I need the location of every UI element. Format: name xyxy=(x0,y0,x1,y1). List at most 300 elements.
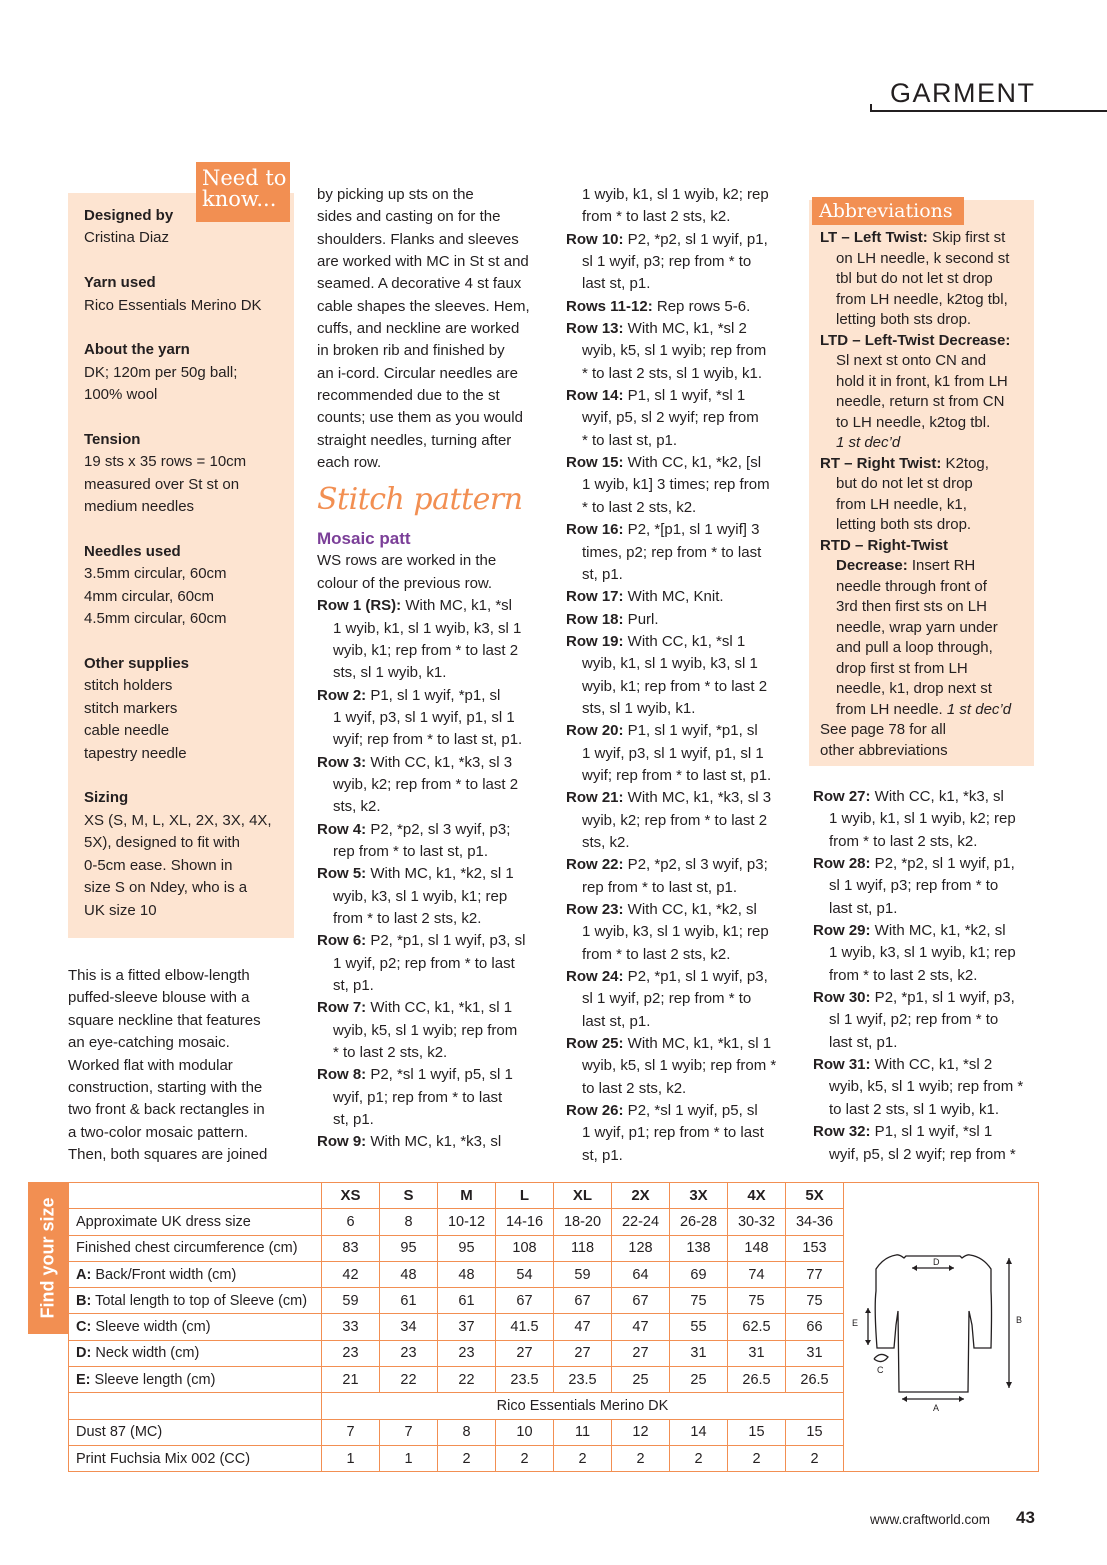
abbr-line xyxy=(820,351,1032,372)
row-text: 1 wyib, k3, sl 1 wyib, k1; rep xyxy=(829,944,1016,962)
abbr-line xyxy=(820,372,1032,393)
row-text: P2, *sl 1 wyif, p5, sl 1 xyxy=(366,1066,513,1084)
intro-line: square neckline that features xyxy=(68,1011,261,1029)
abbr-text: from LH needle, k2tog tbl, xyxy=(836,290,1008,308)
size-row-text: Sleeve width (cm) xyxy=(91,1319,211,1336)
size-cell: 55 xyxy=(670,1314,728,1340)
info-line: medium needles xyxy=(84,498,195,516)
info-block xyxy=(84,787,289,921)
row-text: With CC, k1, *k2, [sl xyxy=(623,454,762,472)
size-cell: 31 xyxy=(728,1340,786,1366)
row-text: to last 2 sts, sl 1 wyib, k1. xyxy=(829,1100,1000,1118)
row-text: st, p1. xyxy=(582,1146,623,1164)
row-instruction-line xyxy=(813,831,1048,853)
size-cell: 37 xyxy=(438,1314,496,1340)
row-instruction-line xyxy=(566,318,801,340)
row-text: Purl. xyxy=(623,610,659,628)
size-cell: 26.5 xyxy=(786,1367,844,1393)
abbr-line xyxy=(820,556,1032,577)
row-instruction-line xyxy=(317,595,552,617)
size-row-prefix: B: xyxy=(76,1292,92,1309)
yarn-row-label: Dust 87 (MC) xyxy=(69,1419,322,1445)
intro-line: Then, both squares are joined xyxy=(68,1146,268,1164)
row-text: 1 wyif, p2; rep from * to last xyxy=(333,954,515,972)
garment-diagram xyxy=(844,1182,1039,1472)
row-instruction-line xyxy=(566,653,801,675)
row-text: last st, p1. xyxy=(829,1033,898,1051)
row-instruction-line xyxy=(566,452,801,474)
yarn-cell: 1 xyxy=(322,1445,380,1471)
row-instruction-line xyxy=(813,808,1048,830)
row-label: Row 30: xyxy=(813,989,871,1007)
row-instruction-line xyxy=(566,832,801,854)
row-text: wyib, k2; rep from * to last 2 xyxy=(333,775,519,793)
row-label: Row 14: xyxy=(566,387,624,405)
abbr-line xyxy=(820,597,1032,618)
row-instruction-line xyxy=(566,184,801,206)
abbr-line xyxy=(820,392,1032,413)
abbr-text: needle through front of xyxy=(836,577,987,595)
row-text: 1 wyib, k1, sl 1 wyib, k2; rep xyxy=(582,186,769,203)
diagram-label-e: E xyxy=(852,1318,859,1328)
row-instruction-line xyxy=(813,1032,1048,1054)
pattern-column-2 xyxy=(317,184,552,1154)
size-cell: 23 xyxy=(438,1340,496,1366)
row-text: st, p1. xyxy=(582,565,623,583)
diagram-label-d: D xyxy=(933,1257,940,1267)
yarn-cell: 2 xyxy=(438,1445,496,1471)
row-text: from * to last 2 sts, k2. xyxy=(582,208,731,226)
abbr-term: LT – Left Twist: xyxy=(820,229,928,246)
row-label: Row 24: xyxy=(566,968,624,986)
size-cell: 14-16 xyxy=(496,1209,554,1235)
row-label: Row 6: xyxy=(317,932,367,950)
row-text: st, p1. xyxy=(333,977,374,994)
need-to-know-tag-line-2: know... xyxy=(202,187,277,211)
row-text: P2, *p2, sl 3 wyif, p3; xyxy=(366,820,511,838)
yarn-heading-row xyxy=(69,1393,844,1419)
construction-line: counts; use them as you would xyxy=(317,409,523,427)
row-text: wyib, k1; rep from * to last 2 xyxy=(582,677,768,695)
section-label-text: GARMENT xyxy=(890,78,1036,108)
size-cell: 21 xyxy=(322,1367,380,1393)
row-instruction-line xyxy=(566,273,801,295)
row-instruction-line xyxy=(566,519,801,541)
intro-line: an eye-catching mosaic. xyxy=(68,1034,230,1052)
row-label: Row 17: xyxy=(566,588,624,606)
row-text: P1, sl 1 wyif, *p1, sl xyxy=(366,686,501,704)
row-text: P1, sl 1 wyif, *p1, sl xyxy=(623,722,758,740)
abbr-line xyxy=(820,269,1032,290)
info-line: stitch markers xyxy=(84,699,178,717)
row-label: Row 23: xyxy=(566,901,624,918)
row-text: sl 1 wyif, p3; rep from * to xyxy=(829,877,999,895)
row-text: With MC, k1, *sl 2 xyxy=(623,320,747,338)
row-label: Row 22: xyxy=(566,856,624,874)
row-instruction-line xyxy=(566,251,801,273)
abbr-text: needle, wrap yarn under xyxy=(836,618,998,636)
yarn-cell: 15 xyxy=(728,1419,786,1445)
row-instruction-line xyxy=(566,921,801,943)
intro-line: puffed-sleeve blouse with a xyxy=(68,989,250,1007)
abbr-line xyxy=(820,413,1032,434)
info-heading: Tension xyxy=(84,431,141,449)
abbr-text: but do not let st drop xyxy=(836,475,973,492)
intro-line: two front & back rectangles in xyxy=(68,1101,265,1119)
size-cell: 48 xyxy=(438,1261,496,1287)
info-block xyxy=(84,429,289,519)
size-header: XS xyxy=(322,1183,380,1209)
row-text: last st, p1. xyxy=(829,899,898,917)
size-cell: 48 xyxy=(380,1261,438,1287)
row-text: from * to last 2 sts, k2. xyxy=(829,832,978,850)
info-line: tapestry needle xyxy=(84,744,187,762)
row-instruction-line xyxy=(813,1144,1048,1166)
size-row-text: Approximate UK dress size xyxy=(76,1213,251,1230)
size-row-label xyxy=(69,1209,322,1235)
mosaic-intro xyxy=(317,550,552,595)
row-instruction-line xyxy=(317,1087,552,1109)
row-text: wyib, k5, sl 1 wyib; rep from * xyxy=(582,1057,777,1075)
construction-line: in broken rib and finished by xyxy=(317,342,505,360)
info-line: 19 sts x 35 rows = 10cm xyxy=(84,453,247,471)
abbr-term-line xyxy=(820,228,1032,249)
abbr-text: needle, k1, drop next st xyxy=(836,680,992,697)
size-header: M xyxy=(438,1183,496,1209)
row-instruction-line xyxy=(813,965,1048,987)
row-instruction-line xyxy=(813,853,1048,875)
info-heading: Needles used xyxy=(84,543,181,561)
rows-list-col4 xyxy=(813,786,1048,1166)
find-your-size-text: Find your size xyxy=(37,1197,58,1319)
yarn-cell: 8 xyxy=(438,1419,496,1445)
size-cell: 61 xyxy=(380,1288,438,1314)
row-instruction-line xyxy=(317,1042,552,1064)
row-label: Row 5: xyxy=(317,865,367,883)
construction-text xyxy=(317,184,552,474)
row-text: With MC, k1, *k2, sl 1 xyxy=(366,865,514,883)
row-text: wyib, k5, sl 1 wyib; rep from xyxy=(333,1021,518,1039)
row-instruction-line xyxy=(813,987,1048,1009)
row-text: With CC, k1, *k3, sl xyxy=(870,788,1004,805)
size-row xyxy=(69,1314,844,1340)
row-text: wyib, k1; rep from * to last 2 xyxy=(333,641,519,659)
abbr-line xyxy=(820,310,1032,331)
row-text: With CC, k1, *sl 2 xyxy=(870,1056,993,1074)
yarn-cell: 2 xyxy=(554,1445,612,1471)
row-text: sts, k2. xyxy=(333,798,381,816)
size-row-label xyxy=(69,1340,322,1366)
abbr-text: and pull a loop through, xyxy=(836,639,993,656)
size-cell: 75 xyxy=(670,1288,728,1314)
abbr-term: RTD – Right-Twist xyxy=(820,536,949,554)
size-cell: 67 xyxy=(612,1288,670,1314)
footer-url[interactable]: www.craftworld.com xyxy=(870,1512,991,1527)
intro-line: construction, starting with the xyxy=(68,1079,263,1097)
row-label: Row 9: xyxy=(317,1133,367,1151)
row-label: Row 4: xyxy=(317,820,367,838)
abbr-italic: 1 st dec’d xyxy=(946,700,1012,718)
row-instruction-line xyxy=(566,206,801,228)
size-row-text: Total length to top of Sleeve (cm) xyxy=(91,1292,308,1309)
info-heading: About the yarn xyxy=(84,341,190,359)
abbr-text: from LH needle. xyxy=(836,700,947,718)
row-instruction-line xyxy=(317,997,552,1019)
abbr-text: needle, return st from CN xyxy=(836,393,1005,410)
abbr-text: letting both sts drop. xyxy=(836,311,972,328)
info-block xyxy=(84,272,289,317)
abbr-text: tbl but do not let st drop xyxy=(836,270,993,287)
abbr-line xyxy=(820,638,1032,659)
size-cell: 118 xyxy=(554,1235,612,1261)
size-header: 4X xyxy=(728,1183,786,1209)
row-text: Rep rows 5-6. xyxy=(652,297,751,315)
size-row-label xyxy=(69,1314,322,1340)
row-text: P2, *p1, sl 1 wyif, p3, xyxy=(870,989,1015,1007)
row-instruction-line xyxy=(566,944,801,966)
size-header: 2X xyxy=(612,1183,670,1209)
abbr-line xyxy=(820,515,1032,536)
size-cell: 59 xyxy=(554,1261,612,1287)
row-text: 1 wyib, k1] 3 times; rep from xyxy=(582,476,770,494)
row-instruction-line xyxy=(566,296,801,318)
size-cell: 83 xyxy=(322,1235,380,1261)
construction-line: recommended due to the st xyxy=(317,387,500,405)
info-line: Rico Essentials Merino DK xyxy=(84,296,262,314)
row-text: sts, sl 1 wyib, k1. xyxy=(582,699,696,717)
row-text: P2, *sl 1 wyif, p5, sl xyxy=(623,1102,758,1120)
abbr-term-cont: Decrease: xyxy=(836,557,908,574)
size-row-prefix: A: xyxy=(76,1266,92,1283)
abbr-line xyxy=(820,474,1032,495)
row-text: sl 1 wyif, p2; rep from * to xyxy=(582,990,752,1008)
yarn-cell: 7 xyxy=(322,1419,380,1445)
row-instruction-line xyxy=(566,407,801,429)
abbr-text: to LH needle, k2tog tbl. xyxy=(836,413,991,431)
info-block xyxy=(84,339,289,406)
size-row-label xyxy=(69,1288,322,1314)
row-instruction-line xyxy=(566,385,801,407)
row-label: Row 20: xyxy=(566,722,624,740)
size-cell: 31 xyxy=(786,1340,844,1366)
info-heading: Designed by xyxy=(84,207,174,224)
row-text: 1 wyif, p1; rep from * to last xyxy=(582,1124,764,1142)
row-text: With MC, k1, *k1, sl 1 xyxy=(623,1035,772,1053)
row-instruction-line xyxy=(566,854,801,876)
row-text: With MC, k1, *k2, sl xyxy=(870,922,1006,940)
find-your-size-label xyxy=(28,1182,68,1334)
abbr-text: K2tog, xyxy=(941,454,989,472)
row-text: P2, *[p1, sl 1 wyif] 3 xyxy=(623,521,760,539)
mosaic-intro-line: WS rows are worked in the xyxy=(317,552,497,570)
size-cell: 34 xyxy=(380,1314,438,1340)
row-label: Row 28: xyxy=(813,855,871,873)
abbr-line xyxy=(820,659,1032,680)
yarn-row xyxy=(69,1445,844,1471)
row-text: With MC, k1, *k3, sl xyxy=(366,1133,502,1151)
info-line: 3.5mm circular, 60cm xyxy=(84,565,227,583)
row-instruction-line xyxy=(566,586,801,608)
abbr-footer-line: other abbreviations xyxy=(820,741,948,759)
size-row-text: Sleeve length (cm) xyxy=(90,1371,216,1388)
abbreviations-content xyxy=(820,228,1032,761)
row-instruction-line xyxy=(317,618,552,640)
info-heading: Yarn used xyxy=(84,274,156,292)
row-instruction-line xyxy=(566,899,801,921)
size-cell: 27 xyxy=(496,1340,554,1366)
row-text: wyif; rep from * to last st, p1. xyxy=(333,731,523,749)
row-instruction-line xyxy=(566,363,801,385)
row-instruction-line xyxy=(317,1064,552,1086)
size-row-prefix: D: xyxy=(76,1345,92,1362)
row-text: 1 wyib, k1, sl 1 wyib, k3, sl 1 xyxy=(333,619,522,637)
row-text: rep from * to last st, p1. xyxy=(582,878,738,896)
abbr-line xyxy=(820,495,1032,516)
info-line: UK size 10 xyxy=(84,901,157,919)
row-text: sl 1 wyif, p2; rep from * to xyxy=(829,1011,999,1029)
row-label: Row 27: xyxy=(813,788,871,805)
size-header: 5X xyxy=(786,1183,844,1209)
size-cell: 41.5 xyxy=(496,1314,554,1340)
yarn-cell: 10 xyxy=(496,1419,554,1445)
size-cell: 47 xyxy=(612,1314,670,1340)
row-instruction-line xyxy=(566,676,801,698)
yarn-cell: 12 xyxy=(612,1419,670,1445)
row-instruction-line xyxy=(566,564,801,586)
abbr-term: RT – Right Twist: xyxy=(820,454,942,472)
size-cell: 95 xyxy=(380,1235,438,1261)
row-instruction-line xyxy=(317,662,552,684)
info-line: Cristina Diaz xyxy=(84,229,170,247)
section-label xyxy=(870,78,1107,112)
size-cell: 47 xyxy=(554,1314,612,1340)
row-instruction-line xyxy=(317,796,552,818)
size-row xyxy=(69,1261,844,1287)
row-text: from * to last 2 sts, k2. xyxy=(829,966,978,984)
size-cell: 34-36 xyxy=(786,1209,844,1235)
row-instruction-line xyxy=(566,631,801,653)
info-line: XS (S, M, L, XL, 2X, 3X, 4X, xyxy=(84,811,272,829)
row-instruction-line xyxy=(566,1055,801,1077)
row-instruction-line xyxy=(317,1020,552,1042)
row-label: Row 18: xyxy=(566,610,624,628)
row-instruction-line xyxy=(566,877,801,899)
row-text: P2, *p2, sl 1 wyif, p1, xyxy=(623,230,768,248)
yarn-cell: 1 xyxy=(380,1445,438,1471)
row-instruction-line xyxy=(317,640,552,662)
size-header: XL xyxy=(554,1183,612,1209)
yarn-cell: 11 xyxy=(554,1419,612,1445)
row-instruction-line xyxy=(813,942,1048,964)
diagram-label-b: B xyxy=(1016,1315,1023,1325)
abbr-term-line xyxy=(820,536,1032,557)
size-cell: 108 xyxy=(496,1235,554,1261)
row-text: * to last st, p1. xyxy=(582,431,678,449)
row-instruction-line xyxy=(813,898,1048,920)
row-instruction-line xyxy=(566,474,801,496)
size-cell: 22-24 xyxy=(612,1209,670,1235)
row-instruction-line xyxy=(317,685,552,707)
abbreviations-tag: Abbreviations xyxy=(812,197,964,225)
size-cell: 61 xyxy=(438,1288,496,1314)
abbr-text: hold it in front, k1 from LH xyxy=(836,372,1008,390)
info-line: 4mm circular, 60cm xyxy=(84,587,215,605)
row-text: wyib, k2; rep from * to last 2 xyxy=(582,811,768,829)
size-cell: 25 xyxy=(670,1367,728,1393)
row-text: sl 1 wyif, p3; rep from * to xyxy=(582,253,752,271)
row-text: With MC, k1, *sl xyxy=(401,597,513,615)
row-instruction-line xyxy=(566,743,801,765)
info-line: size S on Ndey, who is a xyxy=(84,879,248,897)
row-instruction-line xyxy=(317,707,552,729)
size-cell: 77 xyxy=(786,1261,844,1287)
row-instruction-line xyxy=(813,920,1048,942)
size-row xyxy=(69,1340,844,1366)
abbr-text: drop first st from LH xyxy=(836,659,968,677)
intro-paragraph xyxy=(68,965,298,1167)
row-text: to last 2 sts, k2. xyxy=(582,1079,687,1097)
abbr-term-line xyxy=(820,454,1032,475)
row-text: * to last 2 sts, sl 1 wyib, k1. xyxy=(582,364,763,382)
abbr-term: LTD – Left-Twist Decrease: xyxy=(820,331,1011,349)
row-instruction-line xyxy=(566,966,801,988)
row-text: sts, sl 1 wyib, k1. xyxy=(333,664,447,682)
row-text: With CC, k1, *k2, sl xyxy=(623,901,757,918)
row-label: Row 10: xyxy=(566,230,624,248)
row-text: wyif, p5, sl 2 wyif; rep from * xyxy=(829,1145,1016,1163)
abbr-footer-line: See page 78 for all xyxy=(820,721,946,738)
size-row-text: Neck width (cm) xyxy=(91,1345,200,1362)
row-text: st, p1. xyxy=(333,1111,374,1129)
abbr-line xyxy=(820,433,1032,454)
intro-line: Worked flat with modular xyxy=(68,1056,233,1074)
yarn-row xyxy=(69,1419,844,1445)
size-row-label xyxy=(69,1235,322,1261)
construction-line: an i-cord. Circular needles are xyxy=(317,364,518,382)
row-instruction-line xyxy=(317,908,552,930)
row-instruction-line xyxy=(813,1054,1048,1076)
row-text: 1 wyif, p3, sl 1 wyif, p1, sl 1 xyxy=(333,708,515,726)
row-text: wyib, k3, sl 1 wyib, k1; rep xyxy=(333,887,508,905)
abbr-line xyxy=(820,679,1032,700)
abbr-line xyxy=(820,618,1032,639)
construction-line: cuffs, and neckline are worked xyxy=(317,320,520,338)
row-label: Rows 11-12: xyxy=(566,297,653,315)
size-cell: 75 xyxy=(728,1288,786,1314)
row-text: With MC, Knit. xyxy=(623,588,724,606)
construction-line: sides and casting on for the xyxy=(317,208,501,226)
intro-line: This is a fitted elbow-length xyxy=(68,967,250,984)
size-cell: 138 xyxy=(670,1235,728,1261)
size-cell: 148 xyxy=(728,1235,786,1261)
size-header-row xyxy=(69,1183,844,1209)
row-instruction-line xyxy=(317,729,552,751)
row-text: P2, *p1, sl 1 wyif, p3, sl xyxy=(366,932,526,950)
row-text: * to last 2 sts, k2. xyxy=(582,498,697,516)
info-heading: Sizing xyxy=(84,789,129,807)
stitch-pattern-heading: Stitch pattern xyxy=(317,482,523,518)
mosaic-patt-heading: Mosaic patt xyxy=(317,529,411,549)
row-instruction-line xyxy=(317,1131,552,1153)
size-row-label xyxy=(69,1261,322,1287)
info-block xyxy=(84,541,289,631)
row-text: P2, *p2, sl 1 wyif, p1, xyxy=(870,855,1015,873)
yarn-heading: Rico Essentials Merino DK xyxy=(322,1393,844,1419)
size-cell: 30-32 xyxy=(728,1209,786,1235)
info-line: measured over St st on xyxy=(84,475,240,493)
size-cell: 23 xyxy=(322,1340,380,1366)
row-text: from * to last 2 sts, k2. xyxy=(582,945,731,963)
